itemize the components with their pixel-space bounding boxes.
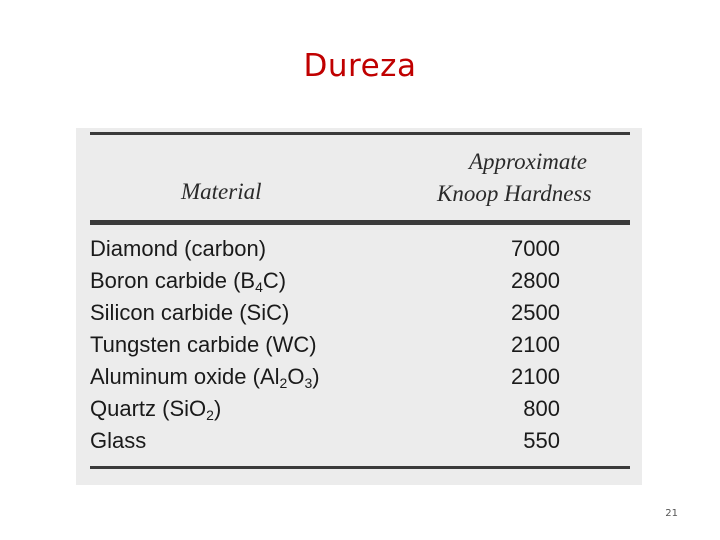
header-hardness-line2: Knoop Hardness xyxy=(437,181,592,206)
material-cell: Aluminum oxide $(Al_2O_3)$ xyxy=(90,364,320,391)
table-row xyxy=(90,396,560,428)
table-row xyxy=(90,236,560,268)
table-row xyxy=(90,332,560,364)
page-number: 21 xyxy=(665,508,678,519)
header-material: Material xyxy=(181,179,262,204)
material-cell: Boron carbide $(B_4C)$ xyxy=(90,268,287,295)
material-cell: Diamond (carbon) xyxy=(90,236,267,261)
table-top-rule xyxy=(90,132,630,135)
header-rule xyxy=(90,220,630,225)
hardness-cell: 7000 xyxy=(511,236,560,261)
material-cell: Glass xyxy=(90,428,147,453)
table-row xyxy=(90,268,560,300)
header-hardness-line1: Approximate xyxy=(469,149,587,174)
material-cell: Tungsten carbide (WC) xyxy=(90,332,317,357)
scanned-table-image xyxy=(76,128,642,485)
hardness-cell: 2800 xyxy=(511,268,560,293)
hardness-cell: 550 xyxy=(523,428,560,453)
table-row xyxy=(90,364,560,396)
material-cell: Quartz (SiO$_2$) xyxy=(90,396,222,423)
slide-title: Dureza xyxy=(303,48,417,84)
hardness-cell: 2500 xyxy=(511,300,560,325)
table-bottom-rule xyxy=(90,466,630,469)
hardness-cell: 2100 xyxy=(511,332,560,357)
hardness-cell: 800 xyxy=(523,396,560,421)
table-row xyxy=(90,428,560,460)
material-cell: Silicon carbide (SiC) xyxy=(90,300,290,325)
table-row xyxy=(90,300,560,332)
hardness-cell: 2100 xyxy=(511,364,560,389)
